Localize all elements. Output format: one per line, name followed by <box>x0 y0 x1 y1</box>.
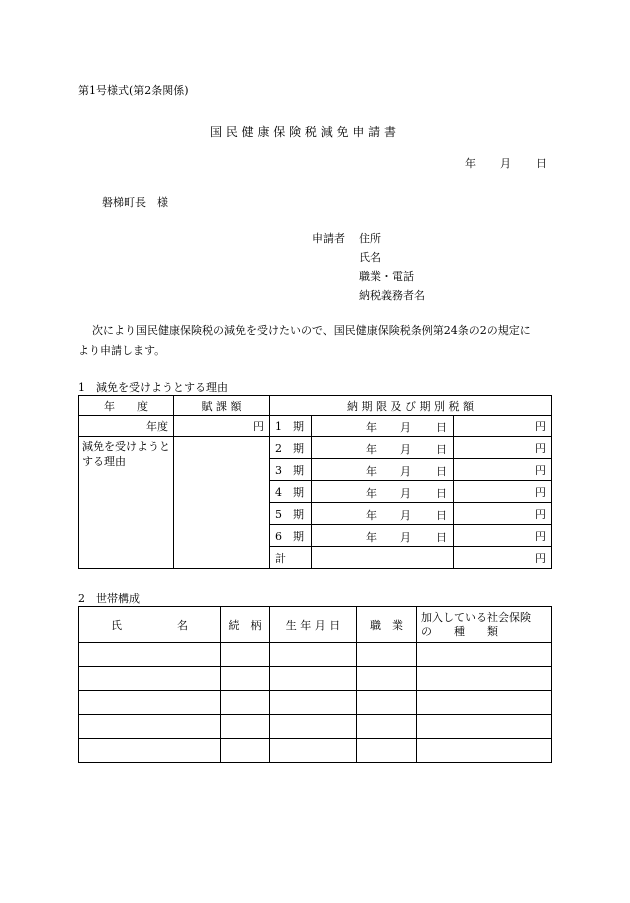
header-name: 氏 名 <box>79 607 221 643</box>
period-amount: 円 <box>454 481 552 503</box>
body-text-line-1: 次により国民健康保険税の減免を受けたいので、国民健康保険税条例第24条の2の規定に <box>92 324 531 337</box>
date-month-label: 月 <box>500 157 511 170</box>
header-assessed-amount: 賦 課 額 <box>174 396 270 416</box>
period-label: 6 期 <box>270 525 312 547</box>
header-birthdate: 生 年 月 日 <box>270 607 357 643</box>
period-due-date: 年 月 日 <box>312 416 454 437</box>
period-label: 5 期 <box>270 503 312 525</box>
period-due-date: 年 月 日 <box>312 481 454 503</box>
period-amount: 円 <box>454 459 552 481</box>
total-label: 計 <box>270 547 312 569</box>
date-year-label: 年 <box>465 157 476 170</box>
household-row <box>79 691 552 715</box>
header-year: 年 度 <box>79 396 174 416</box>
period-label: 2 期 <box>270 437 312 459</box>
section2-heading: 2 世帯構成 <box>78 592 140 605</box>
fiscal-year-cell: 年度 <box>79 416 174 437</box>
date-day-label: 日 <box>536 157 547 170</box>
assessed-amount-cell: 円 <box>174 416 270 437</box>
header-installments: 納 期 限 及 び 期 別 税 額 <box>270 396 552 416</box>
period-due-date: 年 月 日 <box>312 525 454 547</box>
period-label: 4 期 <box>270 481 312 503</box>
period-label: 1 期 <box>270 416 312 437</box>
form-number: 第1号様式(第2条関係) <box>78 84 189 97</box>
header-relation: 続 柄 <box>221 607 270 643</box>
household-row <box>79 643 552 667</box>
reason-content-cell <box>174 437 270 569</box>
applicant-taxpayer-name-label: 納税義務者名 <box>359 289 425 302</box>
household-table <box>78 606 552 763</box>
household-row <box>79 667 552 691</box>
period-amount: 円 <box>454 416 552 437</box>
addressee: 磐梯町長 様 <box>102 196 168 209</box>
reduction-reason-table <box>78 395 552 569</box>
total-due-date <box>312 547 454 569</box>
applicant-occupation-phone-label: 職業・電話 <box>359 270 414 283</box>
period-amount: 円 <box>454 437 552 459</box>
body-text-line-2: より申請します。 <box>78 344 166 357</box>
total-amount: 円 <box>454 547 552 569</box>
period-due-date: 年 月 日 <box>312 503 454 525</box>
period-due-date: 年 月 日 <box>312 437 454 459</box>
header-occupation: 職 業 <box>357 607 417 643</box>
period-amount: 円 <box>454 503 552 525</box>
period-due-date: 年 月 日 <box>312 459 454 481</box>
header-insurance-type: 加入している社会保険 の 種 類 <box>417 607 552 643</box>
reason-label-cell: 減免を受けようとする理由 <box>79 437 174 569</box>
period-amount: 円 <box>454 525 552 547</box>
household-row <box>79 715 552 739</box>
household-row <box>79 739 552 763</box>
document-title: 国 民 健 康 保 険 税 減 免 申 請 書 <box>210 125 396 139</box>
applicant-name-label: 氏名 <box>359 251 381 264</box>
applicant-address-label: 住所 <box>359 232 381 245</box>
period-label: 3 期 <box>270 459 312 481</box>
applicant-label: 申請者 <box>312 232 345 245</box>
section1-heading: 1 減免を受けようとする理由 <box>78 381 228 394</box>
